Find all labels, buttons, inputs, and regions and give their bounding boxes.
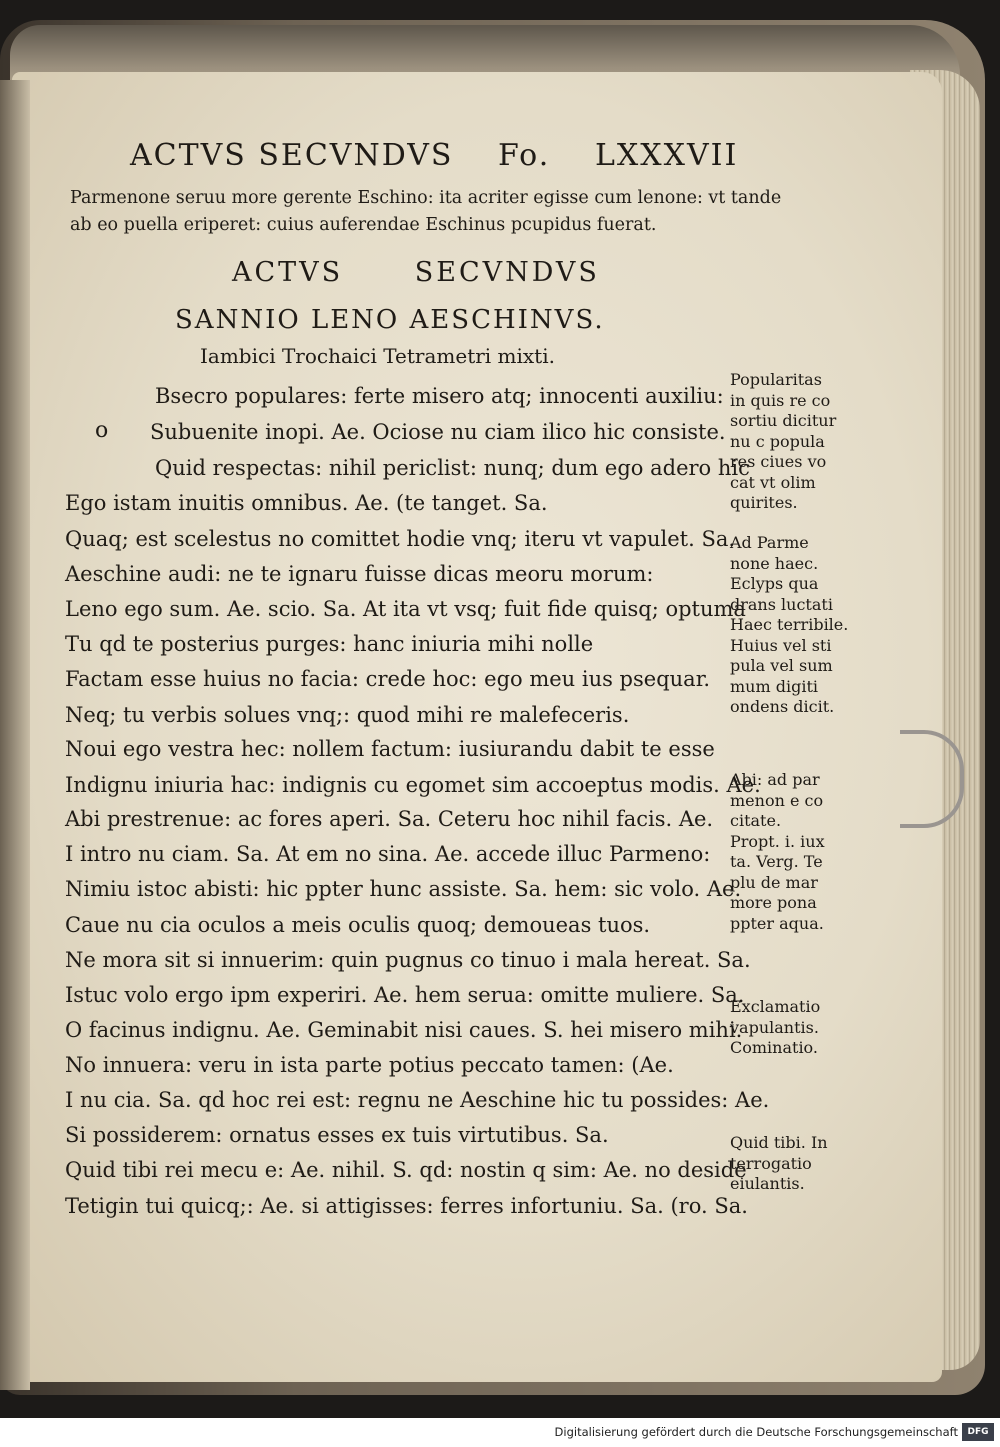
verse-line: Noui ego vestra hec: nollem factum: iusiurandu dabit te esse [65,737,715,761]
margin-note-line: res ciues vo [730,452,827,471]
margin-note-line: Cominatio. [730,1038,818,1057]
margin-note [730,997,820,1059]
verse-line: Abi prestrenue: ac fores aperi. Sa. Ceteru hoc nihil facis. Ae. [65,807,714,831]
verse-line: Neq; tu verbis solues vnq;: quod mihi re malefeceris. [65,703,630,727]
margin-note [730,1133,828,1195]
verse-line: Tu qd te posterius purges: hanc iniuria mihi nolle [65,632,594,656]
verse-line: Quaq; est scelestus no comittet hodie vnq; iteru vt vapulet. Sa. [65,527,736,551]
margin-note-line: cat vt olim [730,472,816,492]
margin-note-line: drans luctati [730,594,833,614]
verse-line: Ne mora sit si innuerim: quin pugnus co tinuo i mala hereat. Sa. [65,948,751,972]
verse-line: Caue nu cia oculos a meis oculis quoq; demoueas tuos. [65,913,651,937]
verse-line: I nu cia. Sa. qd hoc rei est: regnu ne Aeschine hic tu possides: Ae. [65,1088,770,1112]
margin-note-line: vapulantis. [730,1017,819,1037]
margin-note-line: menon e co [730,790,824,810]
margin-note-line: Haec terribile. [730,615,849,634]
margin-note-line: Ad Parme [730,533,809,552]
margin-note-line: none haec. [730,553,819,573]
verse-line: Tetigin tui quicq;: Ae. si attigisses: ferres infortuniu. Sa. (ro. Sa. [65,1194,748,1218]
verse-line: Ego istam inuitis omnibus. Ae. (te tanget. Sa. [65,491,548,515]
margin-note [730,770,825,934]
margin-note-line: Propt. i. iux [730,831,825,851]
margin-note-line: pula vel sum [730,656,833,675]
margin-note-line: terrogatio [730,1153,812,1173]
meter-heading: Iambici Trochaici Tetrametri mixti. [200,344,555,368]
margin-note [730,533,848,718]
dramatis-personae: SANNIO LENO AESCHINVS. [175,305,605,335]
margin-note [730,370,836,514]
margin-note-line: Abi: ad par [730,770,820,789]
dfg-logo: DFG [962,1423,994,1441]
act-title-word: ACTVS [232,257,344,288]
margin-note-line: ondens dicit. [730,697,835,716]
margin-note-line: ppter aqua. [730,913,824,933]
margin-note-line: ta. Verg. Te [730,852,823,871]
margin-note-line: mum digiti [730,676,818,696]
margin-note-line: nu c popula [730,431,825,451]
header-folio-number: LXXXVII [595,138,739,173]
verse-line: Nimiu istoc abisti: hic ppter hunc assiste. Sa. hem: sic volo. Ae. [65,877,742,901]
verse-line: Indignu iniuria hac: indignis cu egomet sim accoeptus modis. Ae. [65,773,761,797]
funding-credit: Digitalisierung gefördert durch die Deutsche Forschungsgemeinschaft [554,1425,958,1439]
margin-note-line: quirites. [730,493,798,512]
verse-line: Factam esse huius no facia: crede hoc: ego meu ius psequar. [65,667,711,691]
header-act-label: ACTVS SECVNDVS [130,138,454,173]
verse-line: Quid respectas: nihil periclist: nunq; dum ego adero hic [155,456,750,480]
verse-line: No innuera: veru in ista parte potius peccato tamen: (Ae. [65,1053,674,1077]
paper-clip [900,730,964,828]
verse-line: Quid tibi rei mecu e: Ae. nihil. S. qd: nostin q sim: Ae. no deside [65,1158,747,1182]
margin-note-line: Popularitas [730,370,822,389]
margin-note-line: eiulantis. [730,1174,805,1193]
verse-line: Aeschine audi: ne te ignaru fuisse dicas meoru morum: [65,562,654,586]
initial-letter: o [95,418,109,443]
act-title [232,257,600,288]
margin-note-line: Huius vel sti [730,635,832,655]
margin-note-line: Eclyps qua [730,574,819,593]
margin-note-line: plu de mar [730,872,818,892]
act-title-word: SECVNDVS [414,257,600,288]
verse-line: O facinus indignu. Ae. Geminabit nisi caues. S. hei misero mihi. [65,1018,743,1042]
verse-line: I intro nu ciam. Sa. At em no sina. Ae. accede illuc Parmeno: [65,842,711,866]
margin-note-line: more pona [730,893,817,912]
summary-line: Parmenone seruu more gerente Eschino: ita acriter egisse cum lenone: vt tande [70,188,782,208]
margin-note-line: citate. [730,811,782,830]
margin-note-line: Exclamatio [730,997,821,1016]
margin-note-line: sortiu dicitur [730,411,837,430]
margin-note-line: in quis re co [730,390,831,410]
verse-line: Leno ego sum. Ae. scio. Sa. At ita vt vsq; fuit fide quisq; optuma [65,597,746,621]
verse-line: Si possiderem: ornatus esses ex tuis virtutibus. Sa. [65,1123,609,1147]
book-gutter [0,80,30,1390]
digitization-footer [0,1418,1000,1447]
verse-line: Istuc volo ergo ipm experiri. Ae. hem serua: omitte muliere. Sa. [65,983,745,1007]
summary-line: ab eo puella eriperet: cuius auferendae Eschinus pcupidus fuerat. [70,215,657,235]
margin-note-line: Quid tibi. In [730,1133,828,1152]
header-folio-label: Fo. [498,138,551,173]
verse-line: Subuenite inopi. Ae. Ociose nu ciam ilico hic consiste. [150,420,726,444]
verse-line: Bsecro populares: ferte misero atq; innocenti auxiliu: [155,384,724,408]
